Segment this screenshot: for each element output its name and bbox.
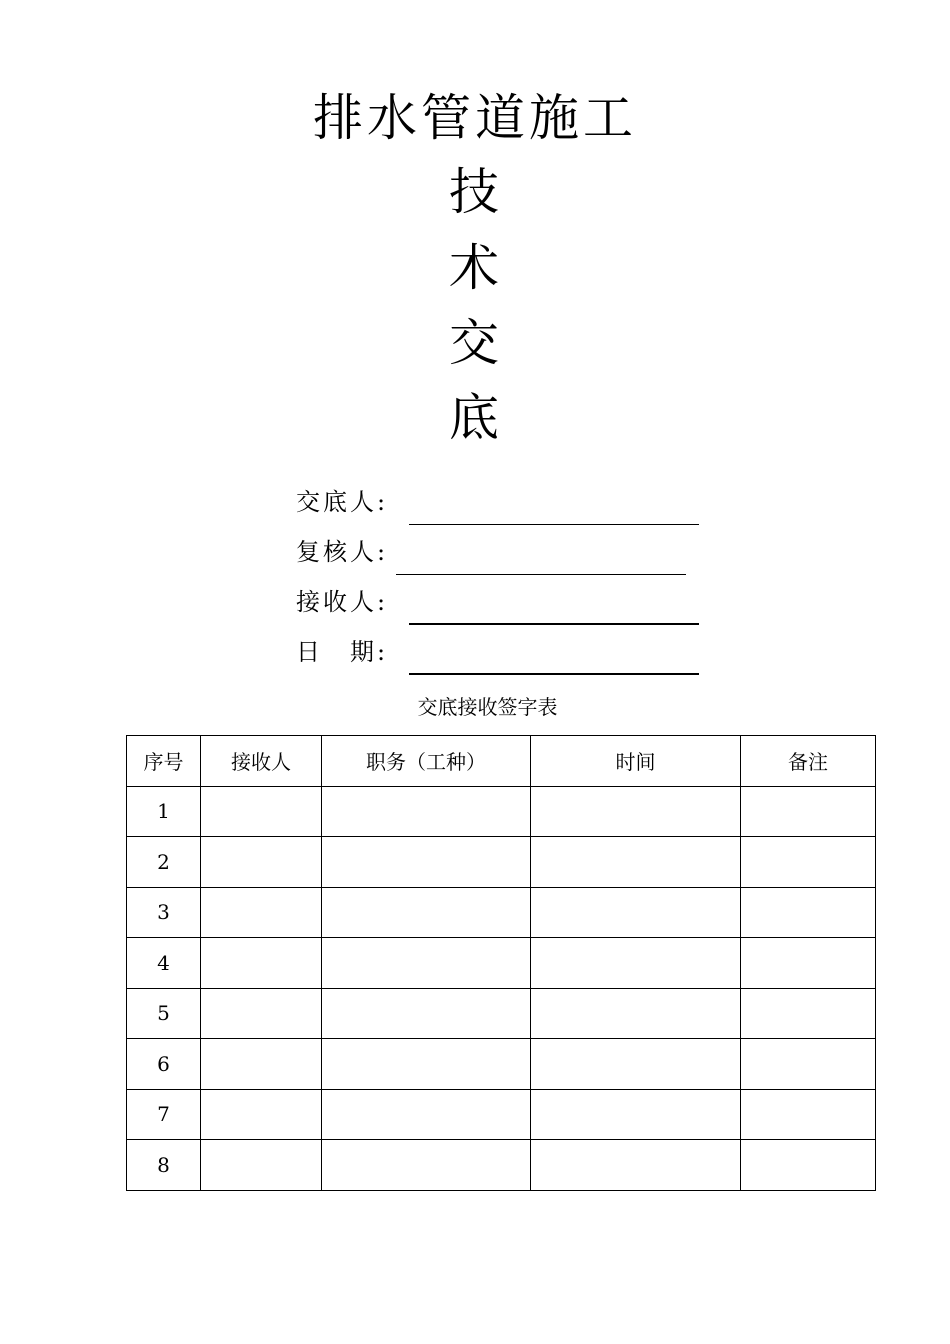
cell-remarks[interactable] bbox=[741, 1089, 876, 1140]
cell-index: 3 bbox=[127, 887, 201, 938]
title-line-3: 术 bbox=[449, 239, 501, 297]
header-cell-remarks: 备注 bbox=[741, 736, 876, 787]
cell-index: 1 bbox=[127, 786, 201, 837]
title-line-1: 排水管道施工 bbox=[313, 89, 637, 147]
cell-remarks[interactable] bbox=[741, 887, 876, 938]
cell-position[interactable] bbox=[322, 988, 531, 1039]
table-caption: 交底接收签字表 bbox=[417, 695, 558, 719]
cell-time[interactable] bbox=[531, 1140, 741, 1191]
cell-time[interactable] bbox=[531, 1089, 741, 1140]
cell-index: 4 bbox=[127, 938, 201, 989]
cell-remarks[interactable] bbox=[741, 837, 876, 888]
table-row bbox=[127, 887, 876, 938]
cell-remarks[interactable] bbox=[741, 786, 876, 837]
date-field[interactable] bbox=[409, 673, 699, 675]
cell-index: 5 bbox=[127, 988, 201, 1039]
cell-receiver[interactable] bbox=[201, 1039, 322, 1090]
cell-receiver[interactable] bbox=[201, 1089, 322, 1140]
reviewer-field[interactable] bbox=[396, 574, 686, 575]
cell-time[interactable] bbox=[531, 786, 741, 837]
date-label: 日 期: bbox=[296, 638, 389, 666]
cell-position[interactable] bbox=[322, 1039, 531, 1090]
table-row bbox=[127, 1039, 876, 1090]
table-header-row bbox=[127, 736, 876, 787]
cell-receiver[interactable] bbox=[201, 1140, 322, 1191]
title-line-4: 交 bbox=[449, 314, 501, 372]
title-line-5: 底 bbox=[449, 389, 501, 447]
receiver-label: 接收人: bbox=[296, 588, 389, 616]
cell-index: 8 bbox=[127, 1140, 201, 1191]
header-cell-position: 职务（工种） bbox=[322, 736, 531, 787]
table-row bbox=[127, 837, 876, 888]
cell-remarks[interactable] bbox=[741, 988, 876, 1039]
cell-receiver[interactable] bbox=[201, 786, 322, 837]
cell-index: 2 bbox=[127, 837, 201, 888]
cell-remarks[interactable] bbox=[741, 1039, 876, 1090]
cell-receiver[interactable] bbox=[201, 887, 322, 938]
signature-table bbox=[126, 735, 876, 1191]
cell-time[interactable] bbox=[531, 938, 741, 989]
handover-person-label: 交底人: bbox=[296, 488, 389, 516]
cell-time[interactable] bbox=[531, 988, 741, 1039]
cell-position[interactable] bbox=[322, 786, 531, 837]
cell-receiver[interactable] bbox=[201, 988, 322, 1039]
header-cell-time: 时间 bbox=[531, 736, 741, 787]
table-row bbox=[127, 1089, 876, 1140]
title-line-2: 技 bbox=[449, 163, 501, 221]
table-row bbox=[127, 1140, 876, 1191]
cell-position[interactable] bbox=[322, 1140, 531, 1191]
table-row bbox=[127, 786, 876, 837]
handover-person-field[interactable] bbox=[409, 524, 699, 525]
cell-position[interactable] bbox=[322, 1089, 531, 1140]
cell-receiver[interactable] bbox=[201, 837, 322, 888]
cell-remarks[interactable] bbox=[741, 938, 876, 989]
cell-index: 7 bbox=[127, 1089, 201, 1140]
header-cell-receiver: 接收人 bbox=[201, 736, 322, 787]
cell-time[interactable] bbox=[531, 837, 741, 888]
cell-time[interactable] bbox=[531, 887, 741, 938]
receiver-field[interactable] bbox=[409, 623, 699, 625]
table-row bbox=[127, 938, 876, 989]
table-row bbox=[127, 988, 876, 1039]
cell-position[interactable] bbox=[322, 887, 531, 938]
cell-receiver[interactable] bbox=[201, 938, 322, 989]
cell-position[interactable] bbox=[322, 938, 531, 989]
cell-index: 6 bbox=[127, 1039, 201, 1090]
reviewer-label: 复核人: bbox=[296, 538, 389, 566]
cell-time[interactable] bbox=[531, 1039, 741, 1090]
cell-position[interactable] bbox=[322, 837, 531, 888]
header-cell-index: 序号 bbox=[127, 736, 201, 787]
cell-remarks[interactable] bbox=[741, 1140, 876, 1191]
